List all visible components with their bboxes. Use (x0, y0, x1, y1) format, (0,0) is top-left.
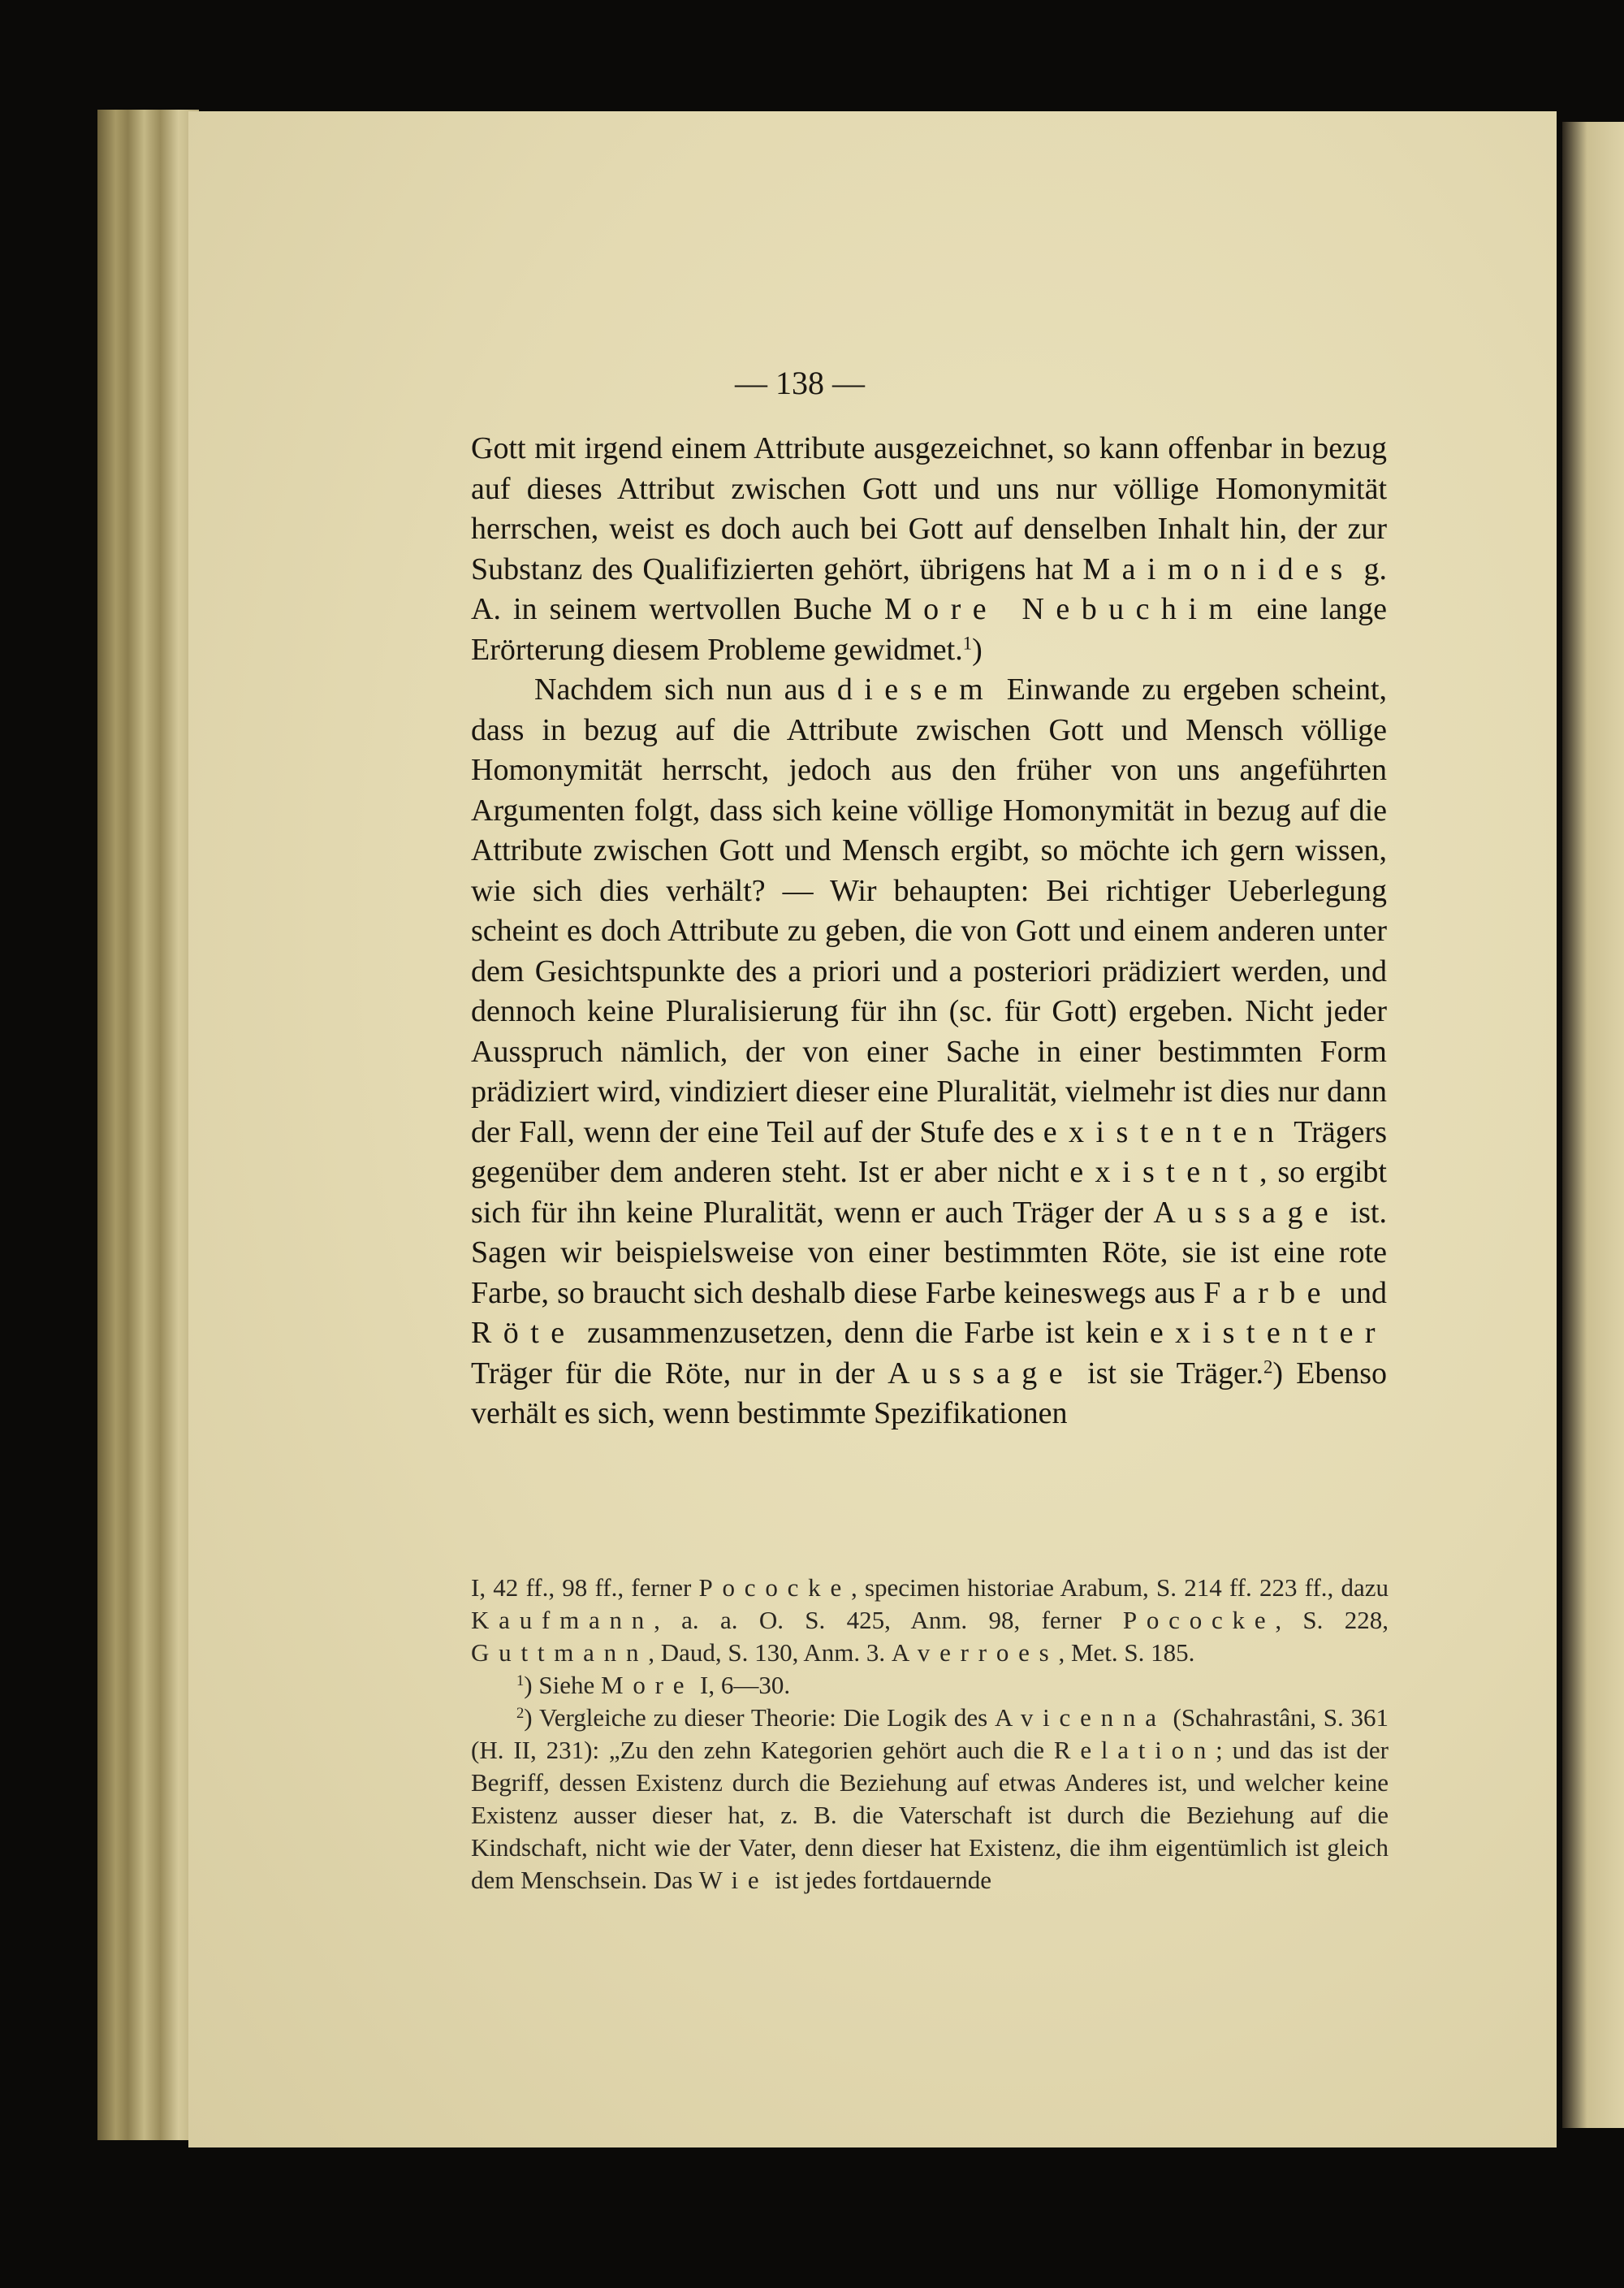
text-run: ist. Sagen wir beispielsweise von einer bestimmten Röte, sie ist eine rote Farbe, so braucht sich deshalb diese Farbe keineswegs aus (471, 1195, 1387, 1310)
footnote-continuation (471, 1572, 1389, 1669)
spaced-name: Pococke (698, 1573, 851, 1602)
text-run: Einwande zu ergeben scheint, dass in bezug auf die Attribute zwischen Gott und Mensch völlige Homonymität herrscht, jedoch aus den früher von uns angeführten Argumenten folgt, dass sich keine völlige Homonymität in bezug auf die Attribute zwischen Gott und Mensch ergibt, so möchte ich gern wissen, wie sich dies verhält? — Wir behaupten: Bei richtiger Ueberlegung scheint es doch Attribute zu geben, die von Gott und einem anderen unter dem Gesichtspunkte des a priori und a posteriori prädiziert werden, und dennoch keine Pluralisierung für ihn (sc. für Gott) ergeben. Nicht jeder Ausspruch nämlich, der von einer Sache in einer bestimmten Form prädiziert wird, vindiziert dieser eine Pluralität, vielmehr ist dies nur dann der Fall, wenn der eine Teil auf der Stufe des (471, 673, 1388, 1149)
spaced-name: Pococke (1122, 1606, 1276, 1634)
text-run: ) Siehe (524, 1671, 601, 1699)
book-page-edges (97, 110, 199, 2140)
spaced-word: existenten (1043, 1114, 1286, 1149)
text-run: ) Ebenso verhält es sich, wenn bestimmte Spezifikationen (471, 1356, 1388, 1430)
facing-page-edge (1562, 122, 1624, 2128)
spaced-title: More Nebuchim (883, 592, 1245, 626)
paragraph-1 (471, 429, 1387, 670)
text-run: Gott mit irgend einem Attribute ausgezeichnet, so kann offenbar in bezug auf dieses Attribut zwischen Gott und uns nur völlige Homonymität herrschen, weist es doch auch bei Gott auf denselben Inhalt hin, der zur Substanz des Qualifizierten gehört, übrigens hat (471, 431, 1387, 586)
text-run: ) Vergleiche zu dieser Theorie: Die Logik des (524, 1703, 996, 1732)
page-header (0, 364, 1624, 402)
spaced-name: Averroes (891, 1638, 1059, 1667)
body-text (471, 429, 1387, 1434)
spaced-word: Aussage (888, 1356, 1075, 1391)
spaced-word: existent (1069, 1155, 1259, 1189)
text-run: ist sie Träger. (1074, 1356, 1263, 1391)
spaced-word: Aussage (1153, 1195, 1341, 1230)
paragraph-2 (471, 670, 1387, 1434)
text-run: I, 42 ff., 98 ff., ferner (471, 1573, 699, 1602)
text-run: ) (972, 632, 983, 667)
spaced-word: diesem (836, 673, 996, 707)
text-run: Träger für die Röte, nur in der (471, 1356, 888, 1391)
spaced-word: Röte (471, 1316, 577, 1350)
footnote-ref: 2 (1263, 1356, 1273, 1377)
text-run: I, 6—30. (693, 1671, 791, 1699)
text-run: Nachdem sich nun aus (534, 673, 837, 707)
footnote-mark: 2 (516, 1704, 525, 1722)
spaced-word: Farbe (1203, 1275, 1332, 1310)
spaced-name: Maimonides (1082, 551, 1354, 586)
spaced-word: Relation (1053, 1736, 1216, 1764)
spaced-word: Wie (698, 1866, 769, 1894)
spaced-name: Kaufmann (471, 1606, 654, 1634)
footnote-2 (471, 1702, 1389, 1897)
text-run: Trägers gegenüber dem anderen steht. Ist er aber nicht (471, 1114, 1387, 1189)
text-run: g. A. in seinem wertvollen Buche (471, 551, 1387, 626)
footnote-1 (471, 1669, 1389, 1702)
footnote-ref: 1 (962, 632, 973, 653)
spaced-name: Guttmann (471, 1638, 649, 1667)
text-run: , Daud, S. 130, Anm. 3. (648, 1638, 892, 1667)
text-run: , specimen historiae Arabum, S. 214 ff. 223 ff., dazu (850, 1573, 1389, 1602)
footnotes (471, 1572, 1389, 1897)
spaced-word: existenter (1149, 1316, 1387, 1350)
text-run: zusammenzusetzen, denn die Farbe ist kein (576, 1316, 1150, 1350)
page-number: — 138 — (735, 365, 865, 401)
text-run: , so ergibt sich für ihn keine Pluralität, wenn er auch Träger der (471, 1155, 1387, 1230)
spaced-title: More (601, 1671, 694, 1699)
spaced-name: Avicenna (995, 1703, 1166, 1732)
text-run: ist jedes fortdauernde (768, 1866, 992, 1894)
text-run: und (1332, 1275, 1387, 1310)
footnote-mark: 1 (516, 1672, 525, 1689)
text-run: , Met. S. 185. (1058, 1638, 1195, 1667)
text-run: , S. 228, (1275, 1606, 1389, 1634)
text-run: eine lange Erörterung diesem Probleme gewidmet. (471, 592, 1387, 667)
text-run: ; und das ist der Begriff, dessen Existenz durch die Beziehung auf etwas Anderes ist, und welcher keine Existenz ausser dieser hat, z. B. die Vaterschaft ist durch die Beziehung auf die Kindschaft, nicht wie der Vater, denn dieser hat Existenz, die ihm eigentümlich ist gleich dem Menschsein. Das (471, 1736, 1389, 1894)
text-run: (Schahrastâni, S. 361 (H. II, 231): „Zu den zehn Kategorien gehört auch die (471, 1703, 1389, 1764)
text-run: , a. a. O. S. 425, Anm. 98, ferner (654, 1606, 1123, 1634)
